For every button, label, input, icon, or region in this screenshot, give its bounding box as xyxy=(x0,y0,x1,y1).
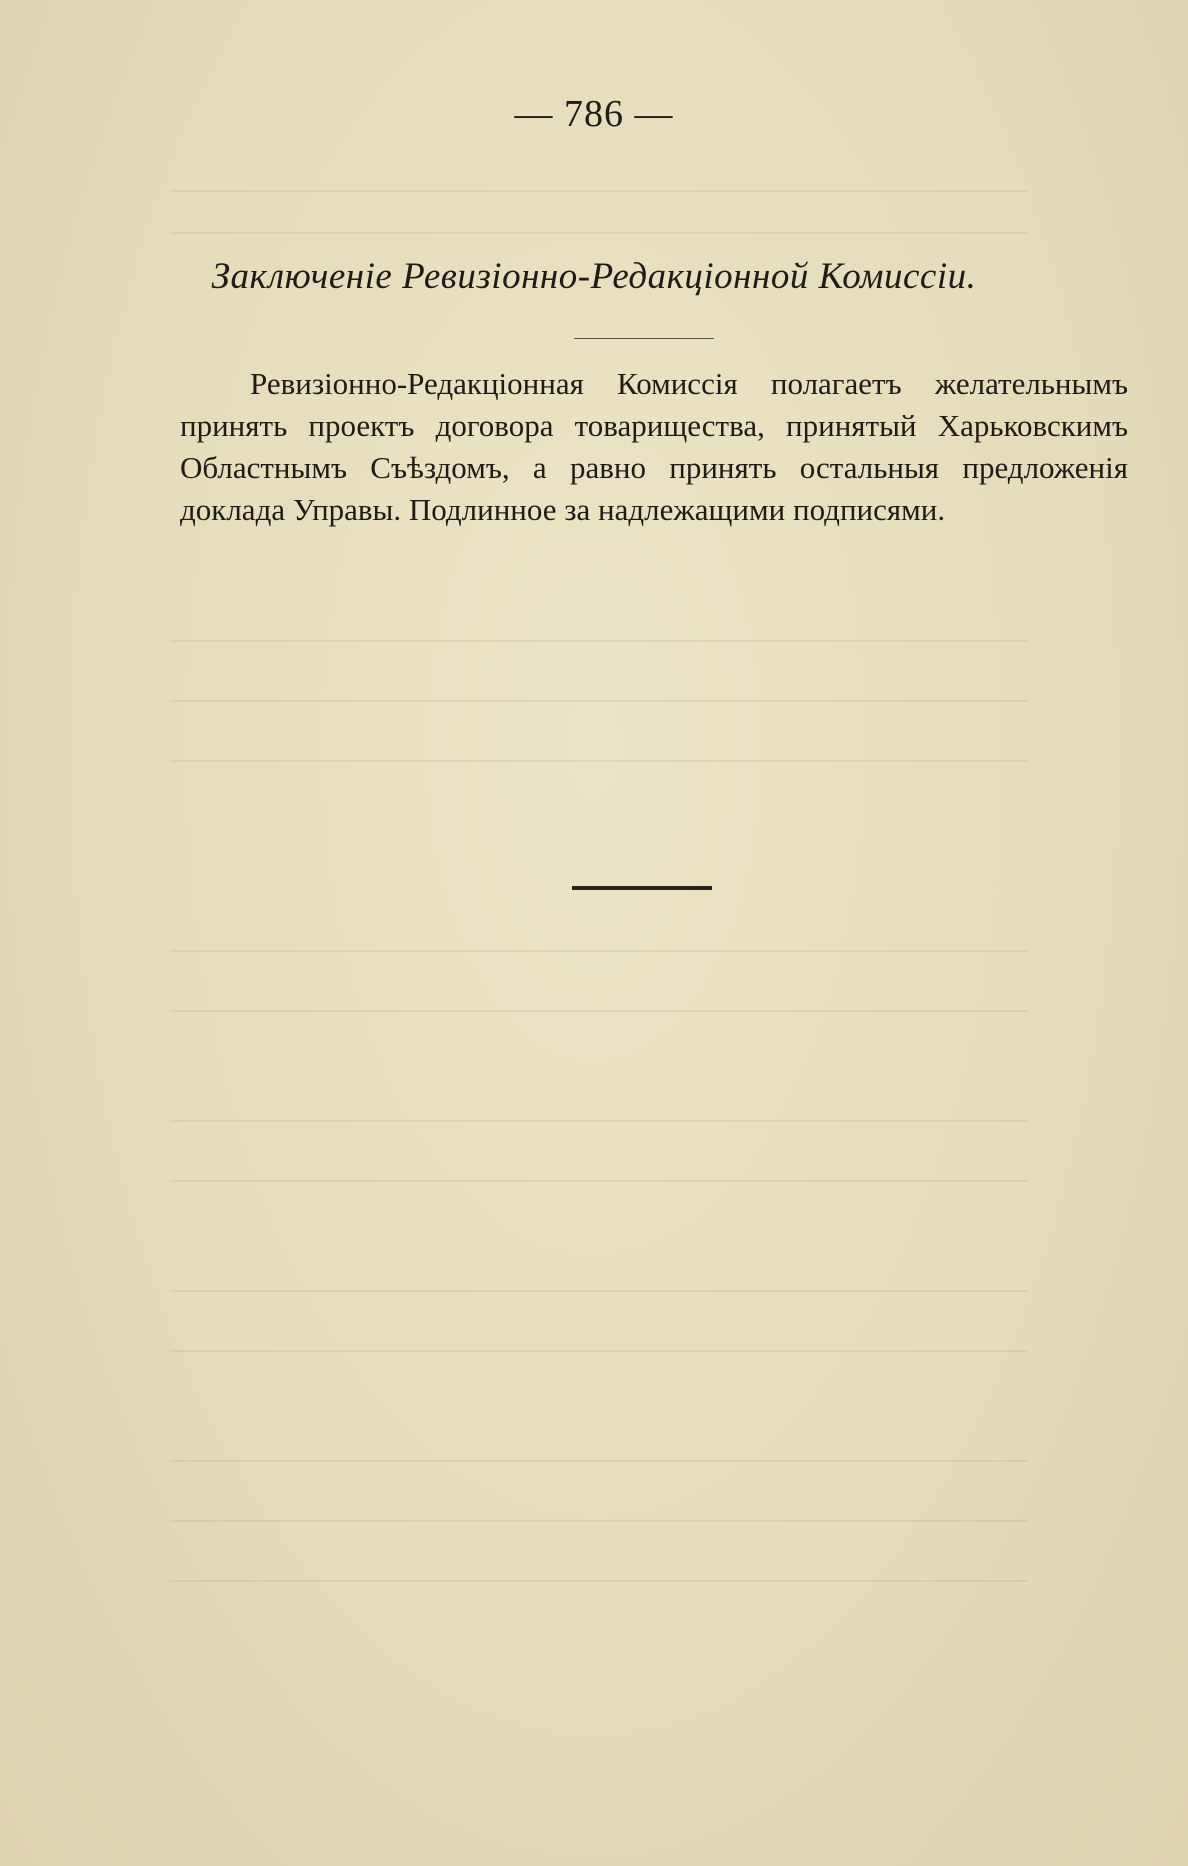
show-through-line xyxy=(170,1350,1028,1352)
show-through-line xyxy=(170,700,1028,702)
show-through-line xyxy=(170,190,1028,192)
section-title: Заключеніе Ревизіонно-Редакціонной Комиссіи. xyxy=(211,256,977,297)
show-through-line xyxy=(170,1460,1028,1462)
show-through-line xyxy=(170,640,1028,642)
show-through-line xyxy=(170,1180,1028,1182)
page-number: — 786 — xyxy=(514,93,674,135)
show-through-line xyxy=(170,1120,1028,1122)
show-through-line xyxy=(170,1520,1028,1522)
show-through-line xyxy=(170,950,1028,952)
show-through-line xyxy=(170,1290,1028,1292)
title-divider xyxy=(574,338,714,339)
show-through-line xyxy=(170,232,1028,234)
show-through-line xyxy=(170,1010,1028,1012)
end-divider xyxy=(572,886,712,890)
show-through-line xyxy=(170,760,1028,762)
show-through-line xyxy=(170,1580,1028,1582)
body-paragraph: Ревизіонно-Редакціонная Комиссія полагаетъ желательнымъ принять проектъ договора товарищества, принятый Харьковскимъ Областнымъ Съѣздомъ, а равно принять остальныя предложенія доклада Управы. Подлинное за надлежащими подписями. xyxy=(180,366,1128,527)
